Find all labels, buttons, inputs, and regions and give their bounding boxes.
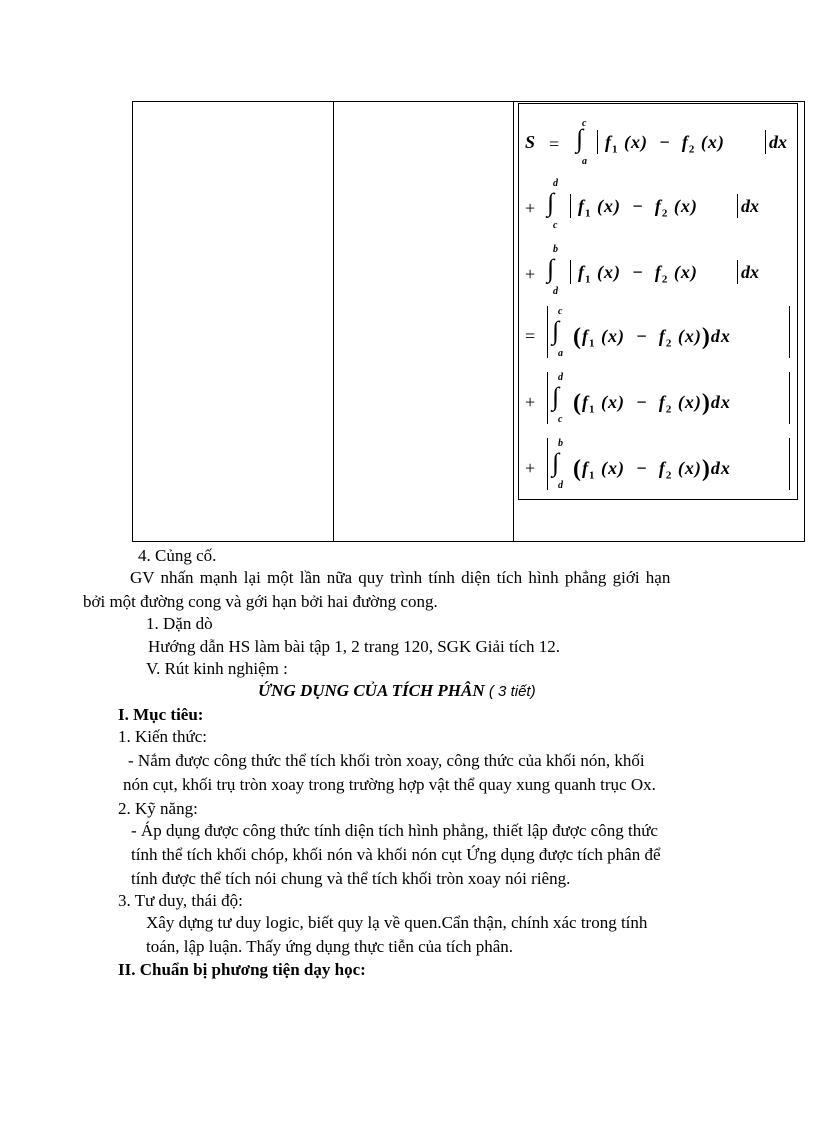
tu-duy-line-1: Xây dựng tư duy logic, biết quy lạ về quen.Cẩn thận, chính xác trong tính <box>146 913 648 932</box>
area-formula-box <box>518 103 798 500</box>
formula-row-5: + d ∫ c ($f_1$ $(x) - f_2$ (x))dx <box>525 370 795 426</box>
lesson-period: ( 3 tiết) <box>488 683 536 700</box>
ky-nang-line-2: tính thể tích khối chóp, khối nón và khối nón cụt Ứng dụng được tích phân để <box>131 845 661 864</box>
kien-thuc-line-2: nón cụt, khối trụ tròn xoay trong trường hợp vật thể quay xung quanh trục Ox. <box>123 775 656 794</box>
table-divider-1 <box>333 102 334 541</box>
ky-nang-line-1: - Áp dụng được công thức tính diện tích hình phẳng, thiết lập được công thức <box>131 821 658 840</box>
heading-tu-duy: 3. Tư duy, thái độ: <box>118 891 243 910</box>
cung-co-line-2: bởi một đường cong và gới hạn bởi hai đường cong. <box>83 592 438 611</box>
section-rut-kinh-nghiem: V. Rút kinh nghiệm : <box>146 659 288 678</box>
ky-nang-line-3: tính được thể tích nói chung và thể tích khối tròn xoay nói riêng. <box>131 869 571 888</box>
section-cung-co: 4. Củng cố. <box>138 546 217 565</box>
formula-row-4: = c ∫ a ($f_1$ $(x) - f_2$ (x))dx <box>525 304 795 360</box>
section-dan-do: 1. Dặn dò <box>146 614 213 633</box>
heading-muc-tieu: I. Mục tiêu: <box>118 705 204 724</box>
cung-co-line-1: GV nhấn mạnh lại một lần nữa quy trình tính diện tích hình phẳng giới hạn <box>130 568 671 587</box>
lesson-title: ỨNG DỤNG CỦA TÍCH PHÂN ( 3 tiết) <box>258 681 536 700</box>
formula-row-2: + d ∫ c $f_1$ $(x) - f_2$ (x) dx <box>525 178 759 231</box>
formula-row-6: + b ∫ d ($f_1$ $(x) - f_2$ (x))dx <box>525 436 795 492</box>
heading-chuan-bi: II. Chuẩn bị phương tiện dạy học: <box>118 960 366 979</box>
kien-thuc-line-1: - Nắm được công thức thể tích khối tròn xoay, công thức của khối nón, khối <box>128 751 645 770</box>
formula-row-3: + b ∫ d $f_1$ $(x) - f_2$ (x) dx <box>525 244 759 297</box>
heading-kien-thuc: 1. Kiến thức: <box>118 727 208 746</box>
formula-row-1: S = c ∫ a $f_1$ $(x) - f_2$ (x) dx <box>525 118 787 167</box>
heading-ky-nang: 2. Kỹ năng: <box>118 799 198 818</box>
tu-duy-line-2: toán, lập luận. Thấy ứng dụng thực tiễn của tích phân. <box>146 937 513 956</box>
table-divider-2 <box>513 102 514 541</box>
dan-do-text: Hướng dẫn HS làm bài tập 1, 2 trang 120, SGK Giải tích 12. <box>148 637 560 656</box>
